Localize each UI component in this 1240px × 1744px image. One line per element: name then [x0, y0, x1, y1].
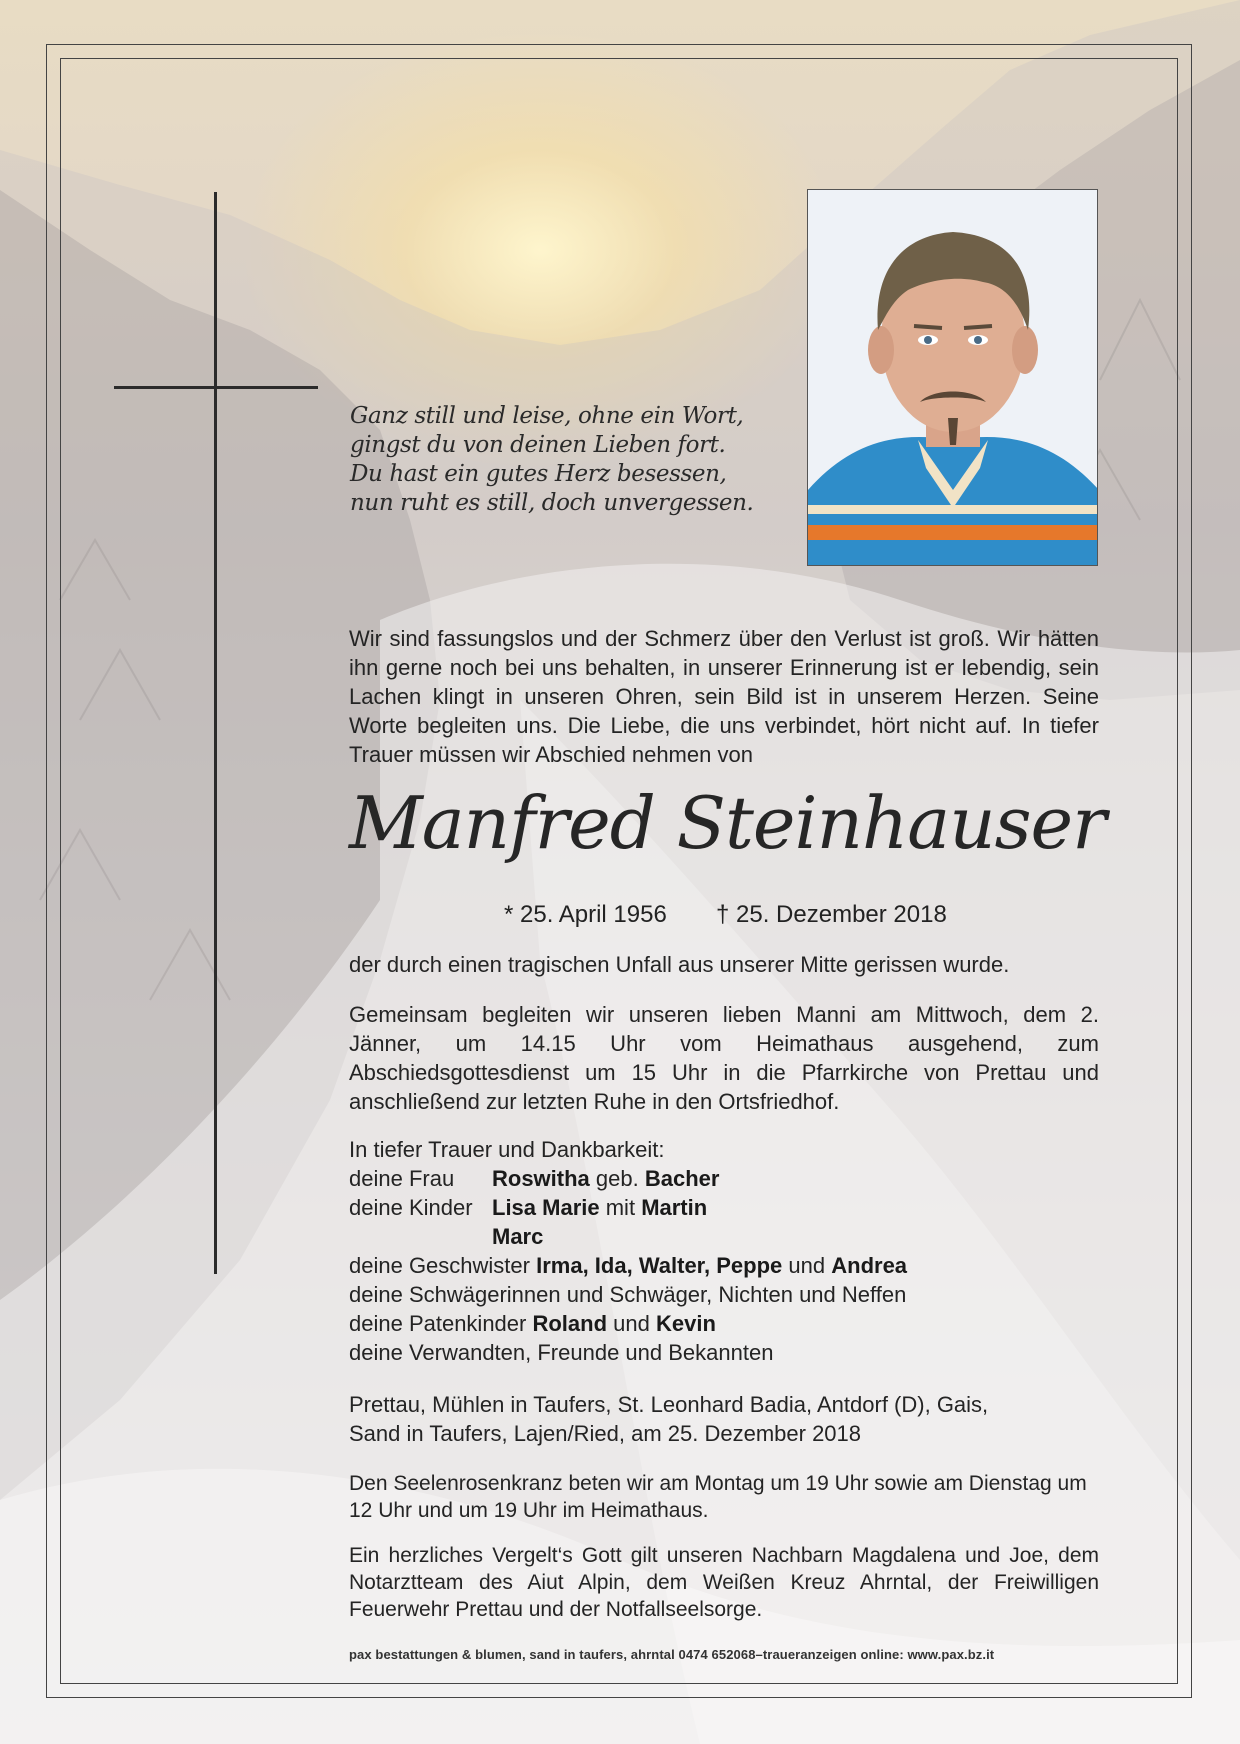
intro-paragraph: Wir sind fassungslos und der Schmerz über den Verlust ist groß. Wir hätten ihn gerne noch bei uns behalten, in unserer Erinnerung ist er lebendig, sein Lachen klingt in unseren Ohren, sein Bild ist in unserem Herzen. Seine Worte begleiten uns. Die Liebe, die uns verbindet, hört nicht auf. In tiefer Trauer müssen wir Abschied nehmen von — [349, 626, 1099, 767]
portrait-illustration — [808, 190, 1098, 566]
godchild-name: Roland — [532, 1311, 608, 1336]
places-line: Prettau, Mühlen in Taufers, St. Leonhard Badia, Antdorf (D), Gais, — [349, 1392, 989, 1417]
wife-name: Roswitha — [492, 1166, 590, 1191]
death-date: † 25. Dezember 2018 — [716, 901, 947, 928]
funeral-home-footer: pax bestattungen & blumen, sand in taufers, ahrntal 0474 652068–traueranzeigen online: www.pax.bz.it — [349, 1647, 995, 1662]
inlaws-entry: deine Schwägerinnen und Schwäger, Nichten und Neffen — [349, 1282, 907, 1307]
birth-date: * 25. April 1956 — [504, 901, 667, 928]
cross-icon-vertical-bar — [214, 192, 217, 1274]
deceased-name: Manfred Steinhauser — [349, 781, 1106, 865]
poem-line: nun ruht es still, doch unvergessen. — [350, 490, 754, 516]
children-entry-2 — [492, 1222, 543, 1251]
mourners-heading: In tiefer Trauer und Dankbarkeit: — [349, 1137, 665, 1162]
godchildren-label: deine Patenkinder — [349, 1311, 527, 1336]
accident-line: der durch einen tragischen Unfall aus unserer Mitte gerissen wurde. — [349, 952, 1010, 977]
children-entry — [492, 1193, 707, 1222]
memorial-poem — [350, 402, 754, 518]
ceremony-paragraph: Gemeinsam begleiten wir unseren lieben Manni am Mittwoch, dem 2. Jänner, um 14.15 Uhr vom Heimathaus ausgehend, zum Abschiedsgottesdienst um 15 Uhr in die Pfarrkirche von Prettau und anschließend zur letzten Ruhe in den Ortsfriedhof. — [349, 1002, 1099, 1114]
child-name: Marc — [492, 1224, 544, 1249]
rosary-notice: Den Seelenrosenkranz beten wir am Montag um 19 Uhr sowie am Dienstag um 12 Uhr und um 19 Uhr im Heimathaus. — [349, 1472, 1087, 1522]
poem-line: Du hast ein gutes Herz besessen, — [350, 461, 727, 487]
mourners-list — [349, 1135, 1099, 1367]
cross-icon-horizontal-bar — [114, 386, 318, 389]
wife-geb: geb. — [595, 1166, 639, 1191]
thanks-paragraph: Ein herzliches Vergelt‘s Gott gilt unseren Nachbarn Magdalena und Joe, dem Notarztteam des Aiut Alpin, dem Weißen Kreuz Ahrntal, der Freiwilligen Feuerwehr Prettau und der Notfallseelsorge. — [349, 1544, 1099, 1621]
godchildren-and: und — [613, 1311, 650, 1336]
places-line: Sand in Taufers, Lajen/Ried, am 25. Dezember 2018 — [349, 1421, 862, 1446]
child-partner-name: Martin — [641, 1195, 708, 1220]
wife-label: deine Frau — [349, 1166, 455, 1191]
child-name: Lisa Marie — [492, 1195, 600, 1220]
portrait-photo — [807, 189, 1098, 566]
siblings-entry — [349, 1251, 907, 1280]
children-label: deine Kinder — [349, 1195, 473, 1220]
wife-entry — [492, 1164, 719, 1193]
child-with: mit — [605, 1195, 636, 1220]
places-and-date — [349, 1390, 1099, 1448]
sibling-last-name: Andrea — [831, 1253, 908, 1278]
poem-line: Ganz still und leise, ohne ein Wort, — [350, 403, 744, 429]
godchild-name: Kevin — [656, 1311, 716, 1336]
siblings-label: deine Geschwister — [349, 1253, 530, 1278]
relatives-entry: deine Verwandten, Freunde und Bekannten — [349, 1340, 774, 1365]
poem-line: gingst du von deinen Lieben fort. — [350, 432, 726, 458]
godchildren-entry — [349, 1309, 716, 1338]
wife-maiden-name: Bacher — [644, 1166, 720, 1191]
siblings-and: und — [788, 1253, 826, 1278]
siblings-names: Irma, Ida, Walter, Peppe — [536, 1253, 783, 1278]
